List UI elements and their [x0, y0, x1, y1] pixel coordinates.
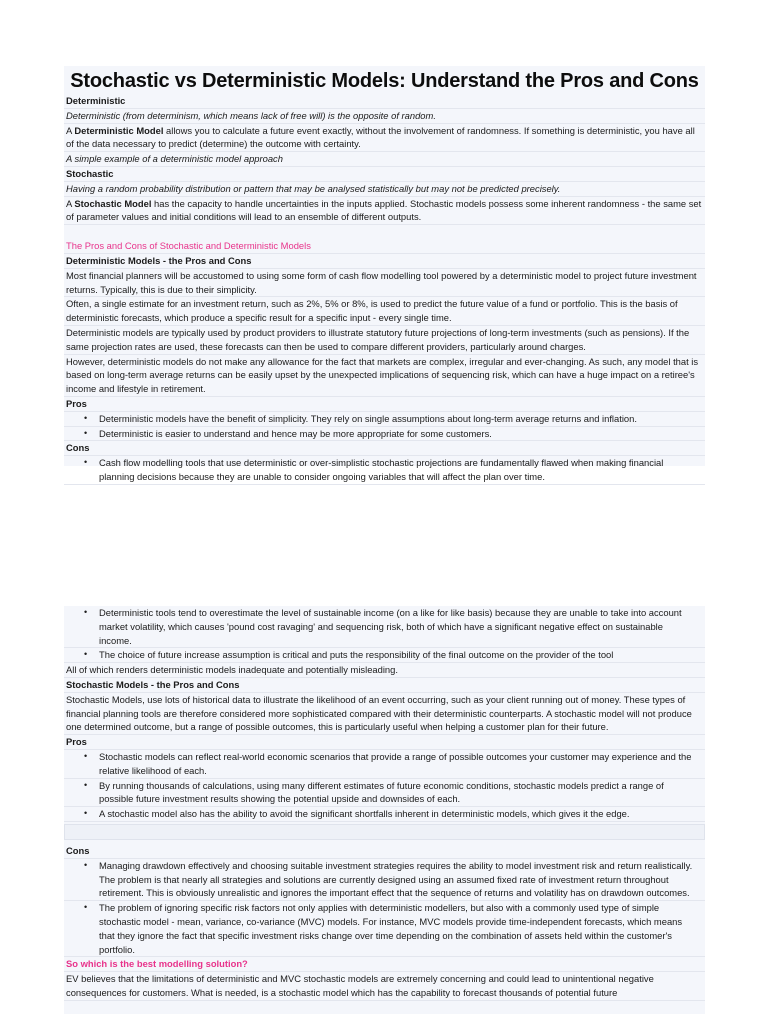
deterministic-paragraph	[64, 124, 705, 153]
list-item: • Deterministic models have the benefit of simplicity. They rely on single assumptions about long-term average returns and inflation.	[64, 412, 705, 427]
deterministic-example: A simple example of a deterministic model approach	[64, 152, 705, 167]
deterministic-pros-cons-heading: Deterministic Models - the Pros and Cons	[64, 254, 705, 269]
empty-separator-box	[64, 824, 705, 840]
spacer	[64, 225, 705, 239]
deterministic-pc-paragraph-3: Deterministic models are typically used by product providers to illustrate statutory future projections of long-term investments (such as pensions). If the same projection rates are used, these forecasts can then be used to compare different providers, particularly around charges.	[64, 326, 705, 355]
stochastic-model-term: Stochastic Model	[74, 197, 152, 209]
list-item: • The problem of ignoring specific risk factors not only applies with deterministic modellers, but also with a commonly used type of simple stochastic model - mean, variance, co-variance (MVC) models. For instance, MVC models provide time-independent forecasts, which means that they ignore the fact that specific investment risks change over time depending on the combination of assets held within the customer's portfolio.	[64, 901, 705, 957]
list-item: • Deterministic is easier to understand and hence may be more appropriate for some customers.	[64, 427, 705, 442]
deterministic-pc-paragraph-2: Often, a single estimate for an investment return, such as 2%, 5% or 8%, is used to predict the future value of a fund or portfolio. This is the basis of deterministic forecasts, which produce a specific result for a specific input - every single time.	[64, 297, 705, 326]
deterministic-pc-paragraph-4: However, deterministic models do not make any allowance for the fact that markets are complex, irregular and ever-changing. As such, any model that is based on long-term average returns can be easily upset by the unexpected implications of sequencing risk, which can have a huge impact on a retiree's income and lifestyle in retirement.	[64, 355, 705, 397]
deterministic-pc-paragraph-1: Most financial planners will be accustomed to using some form of cash flow modelling tool powered by a deterministic model to project future investment returns. Typically, this is due to their simplicity.	[64, 269, 705, 298]
list-item: • A stochastic model also has the ability to avoid the significant shortfalls inherent in deterministic models, which gives it the edge.	[64, 807, 705, 822]
stochastic-pc-paragraph-1: Stochastic Models, use lots of historical data to illustrate the likelihood of an event occurring, such as your client running out of money. These types of financial planning tools are therefore considered more sophisticated compared with their deterministic counterparts. A stochastic model will not produce one determined outcome, but a range of possible outcomes, this is particularly useful when helping a customer plan for their future.	[64, 693, 705, 735]
deterministic-cons-label: Cons	[64, 441, 705, 456]
text-fragment: allows you to calculate a future event exactly, without the involvement of randomness. If something is deterministic, you have all of the data necessary to predict (determine) the outcome with certainty.	[66, 124, 695, 150]
deterministic-cons-list-continued	[64, 606, 705, 663]
best-solution-paragraph: EV believes that the limitations of deterministic and MVC stochastic models are extremely concerning and could lead to unintentional negative consequences for customers. What is needed, is a stochastic model which has the capability to forecast thousands of potential future	[64, 972, 705, 1001]
deterministic-cons-list	[64, 456, 705, 485]
stochastic-cons-list	[64, 859, 705, 958]
list-item: • By running thousands of calculations, using many different estimates of future economic conditions, stochastic models predict a range of possible future investment results showing the potential upside and downsides of each.	[64, 779, 705, 808]
stochastic-paragraph	[64, 197, 705, 226]
list-item: • Cash flow modelling tools that use deterministic or over-simplistic stochastic projections are fundamentally flawed when making financial planning decisions because they are unable to consider ongoing variables that will affect the plan over time.	[64, 456, 705, 485]
text-fragment: has the capacity to handle uncertainties in the inputs applied. Stochastic models possess some inherent randomness - the same set of parameter values and initial conditions will lead to an ensemble of different outputs.	[66, 197, 702, 223]
stochastic-cons-label: Cons	[64, 844, 705, 859]
document-page-section-1	[64, 66, 705, 482]
stochastic-heading: Stochastic	[64, 167, 705, 182]
list-item: • Deterministic tools tend to overestimate the level of sustainable income (on a like for like basis) because they are unable to take into account market volatility, which causes 'pound cost ravaging' and sequencing risk, both of which have a significant negative effect on sustainable income.	[64, 606, 705, 648]
best-solution-heading: So which is the best modelling solution?	[64, 957, 705, 972]
document-page-section-2	[64, 606, 705, 1014]
stochastic-pros-label: Pros	[64, 735, 705, 750]
deterministic-closing: All of which renders deterministic models inadequate and potentially misleading.	[64, 663, 705, 678]
deterministic-model-term: Deterministic Model	[74, 124, 164, 136]
pros-cons-section-heading: The Pros and Cons of Stochastic and Deterministic Models	[64, 239, 705, 254]
list-item: • Managing drawdown effectively and choosing suitable investment strategies requires the ability to model investment risk and return realistically. The problem is that nearly all strategies and solutions are currently designed using an assumed fixed rate of investment return throughout retirement. This is obviously unrealistic and ignores the important effect that the sequence of returns and volatility has on drawdown outcomes.	[64, 859, 705, 901]
deterministic-pros-label: Pros	[64, 397, 705, 412]
list-item: • Stochastic models can reflect real-world economic scenarios that provide a range of possible outcomes your customer may experience and the relative likelihood of each.	[64, 750, 705, 779]
stochastic-definition: Having a random probability distribution or pattern that may be analysed statistically but may not be predicted precisely.	[64, 182, 705, 197]
list-item: • The choice of future increase assumption is critical and puts the responsibility of the final outcome on the provider of the tool	[64, 648, 705, 663]
text-fragment: A	[66, 197, 75, 209]
deterministic-heading: Deterministic	[64, 94, 705, 109]
deterministic-definition: Deterministic (from determinism, which means lack of free will) is the opposite of random.	[64, 109, 705, 124]
text-fragment: A	[66, 124, 75, 136]
deterministic-pros-list	[64, 412, 705, 442]
stochastic-pros-cons-heading: Stochastic Models - the Pros and Cons	[64, 678, 705, 693]
stochastic-pros-list	[64, 750, 705, 822]
page-title: Stochastic vs Deterministic Models: Understand the Pros and Cons	[70, 70, 699, 92]
